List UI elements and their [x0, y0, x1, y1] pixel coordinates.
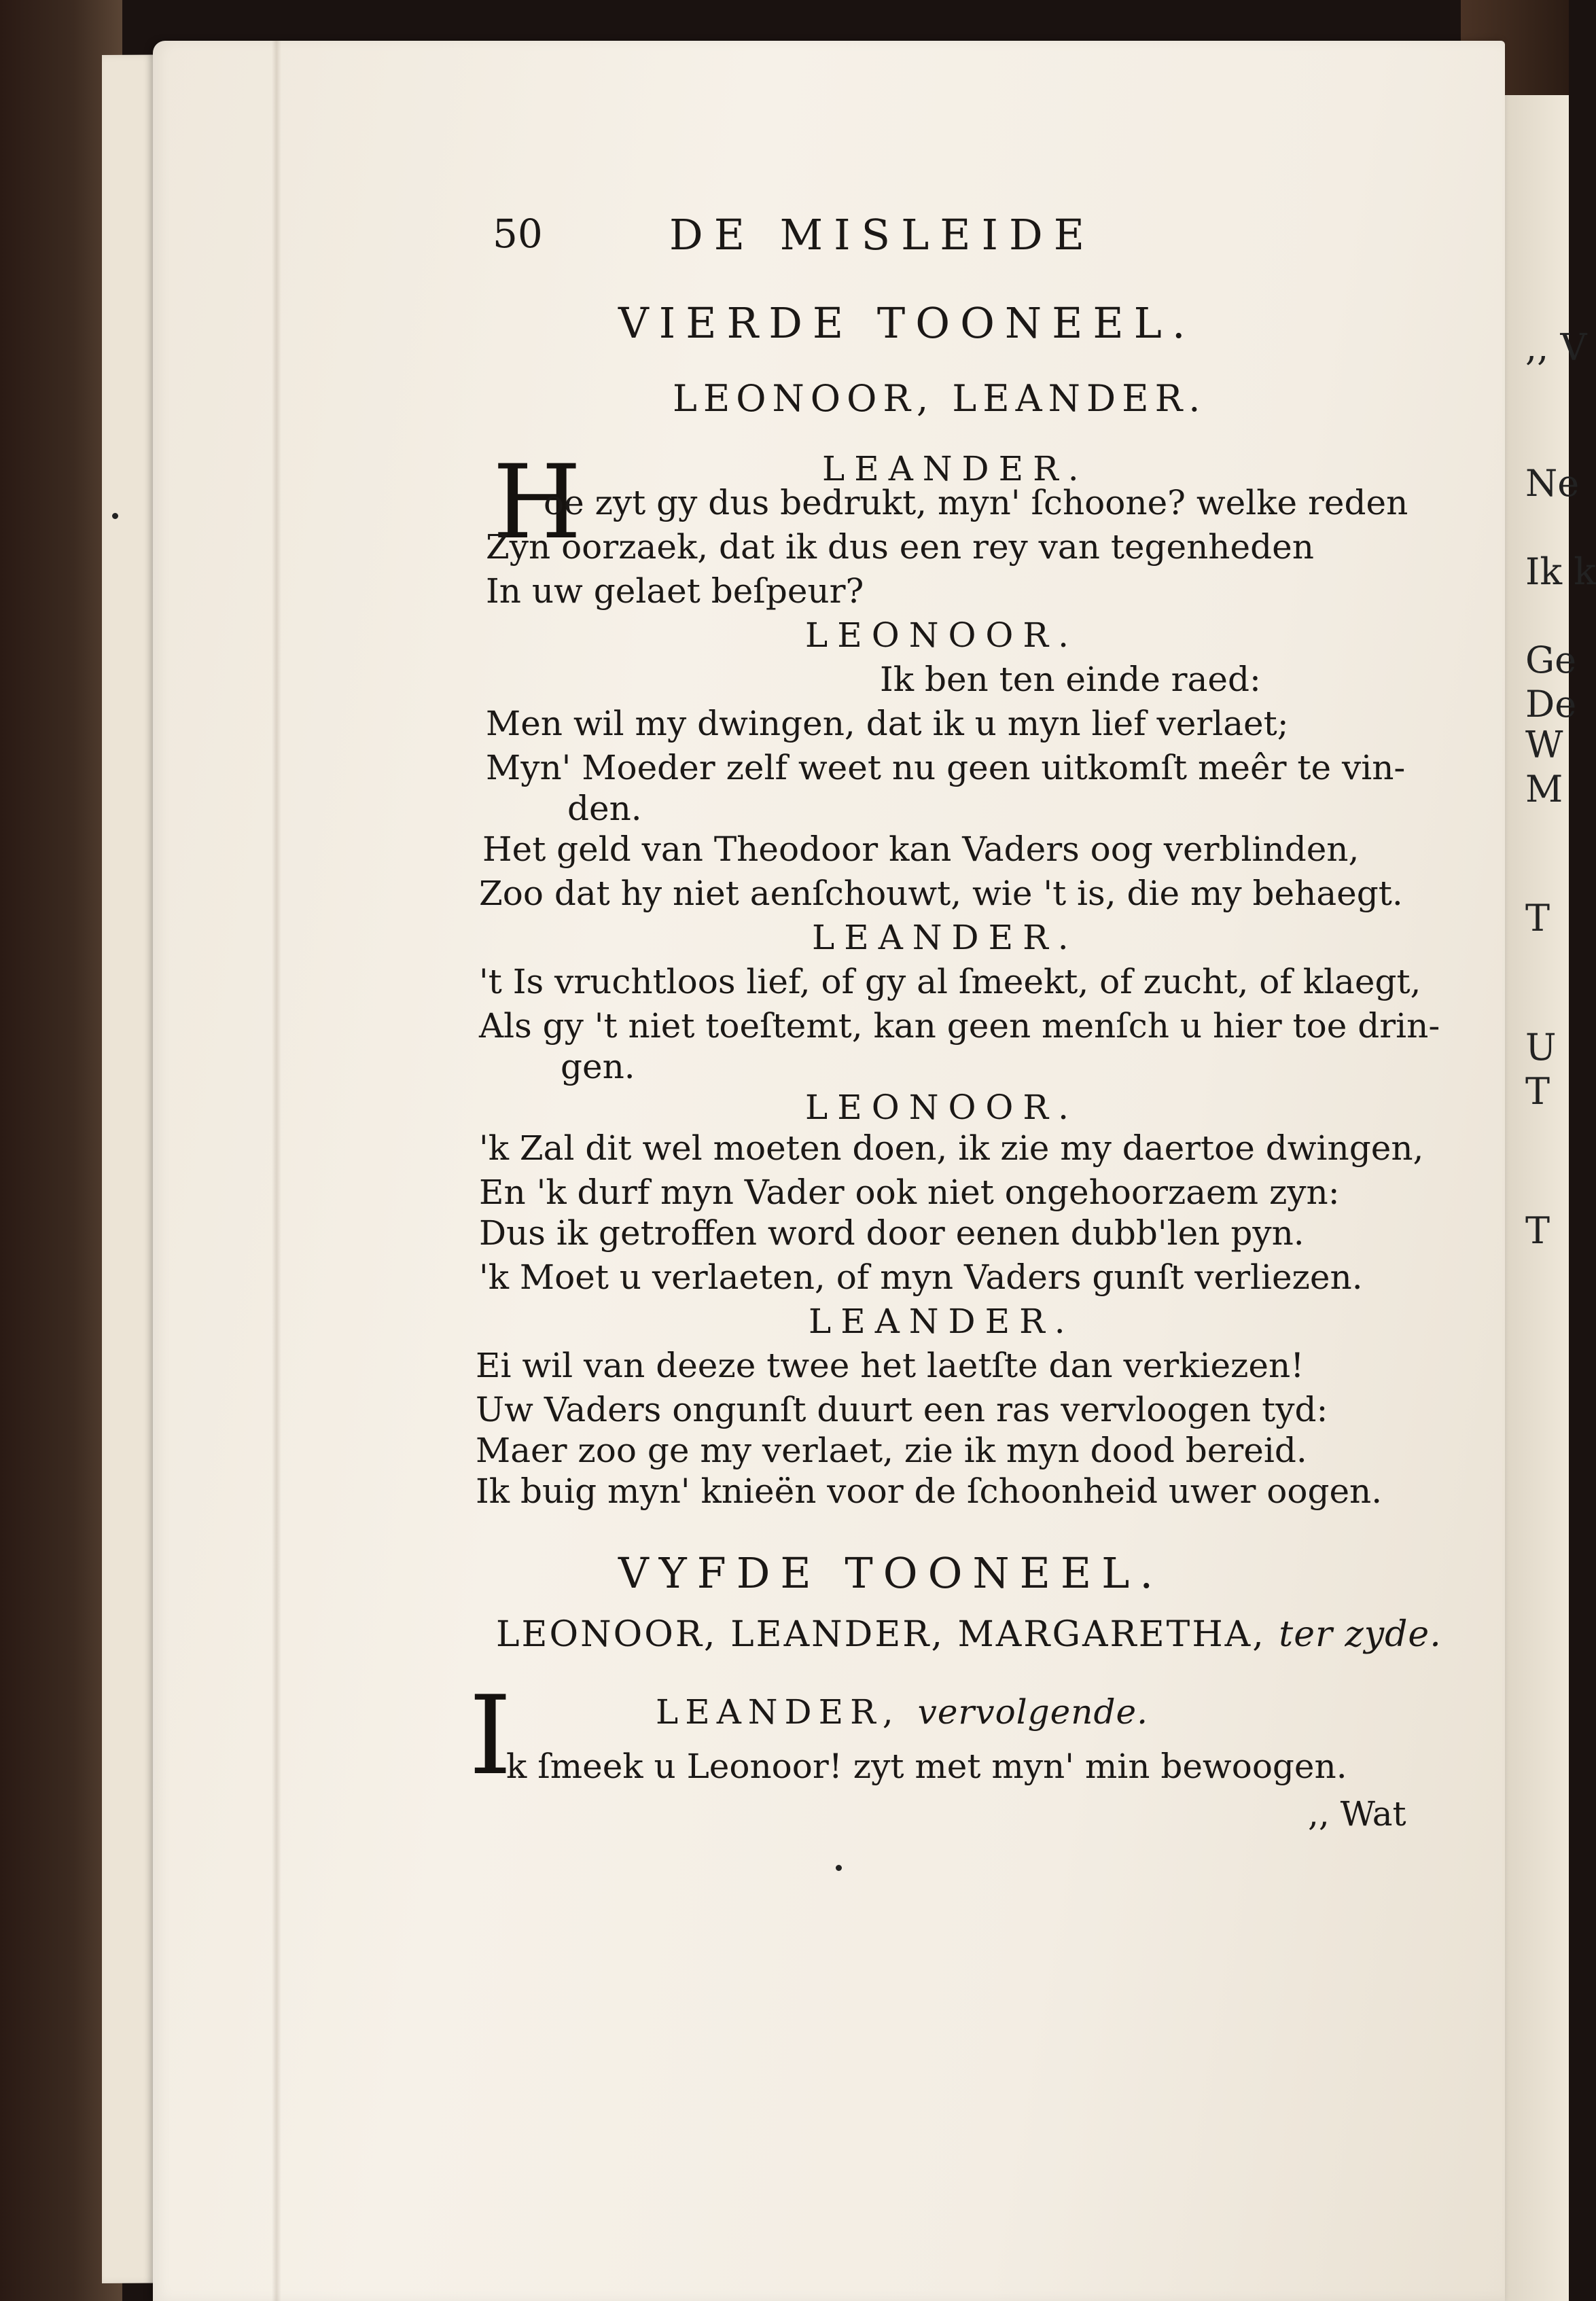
verse-line: Ei wil van deeze twee het laetſte dan verkiezen!: [476, 1346, 1305, 1385]
speaker-heading: [656, 1692, 1148, 1732]
verse-line: den.: [567, 789, 642, 828]
stage-direction: ter zyde.: [1279, 1614, 1442, 1655]
page-fold: [272, 41, 281, 2301]
verse-line: 'k Zal dit wel moeten doen, ik zie my daertoe dwingen,: [479, 1128, 1424, 1168]
ink-speck: [112, 513, 118, 519]
speaker-heading: LEONOOR.: [805, 616, 1078, 655]
scene-characters: LEONOOR, LEANDER.: [673, 377, 1207, 420]
facing-page-fragment: Ge: [1525, 639, 1577, 681]
verse-line: Maer zoo ge my verlaet, zie ik myn dood bereid.: [476, 1431, 1307, 1470]
scene-characters-names: LEONOOR, LEANDER, MARGARETHA,: [496, 1614, 1266, 1655]
facing-page-fragment: Ne: [1525, 462, 1580, 505]
verse-line: Men wil my dwingen, dat ik u myn lief verlaet;: [486, 704, 1289, 743]
facing-page-fragment: ,, V: [1525, 326, 1587, 369]
scene-characters: [496, 1614, 1442, 1655]
scene-title: VIERDE TOONEEL.: [618, 298, 1196, 348]
verse-line: Zyn oorzaek, dat ik dus een rey van tegenheden: [486, 527, 1314, 567]
verse-line: Ik ben ten einde raed:: [880, 660, 1261, 699]
verse-line: 'k Moet u verlaeten, of myn Vaders gunſt verliezen.: [479, 1257, 1363, 1297]
running-head: DE MISLEIDE: [669, 210, 1096, 260]
verse-line: Het geld van Theodoor kan Vaders oog verblinden,: [482, 830, 1360, 869]
facing-page-fragment: T: [1525, 1209, 1550, 1252]
drop-cap: H: [493, 444, 582, 562]
facing-page-fragment: M: [1525, 768, 1563, 810]
verse-line: gen.: [561, 1047, 635, 1086]
ink-speck: [836, 1865, 842, 1871]
facing-page-fragment: T: [1525, 897, 1550, 940]
facing-page-fragment: T: [1525, 1070, 1550, 1113]
stage-direction: vervolgende.: [917, 1692, 1148, 1732]
verse-line: Dus ik getroffen word door eenen dubb'len pyn.: [479, 1213, 1305, 1253]
speaker-heading: LEONOOR.: [805, 1088, 1078, 1127]
verse-line: En 'k durf myn Vader ook niet ongehoorzaem zyn:: [479, 1173, 1340, 1212]
facing-page-fragment: De: [1525, 683, 1577, 726]
speaker-heading: LEANDER.: [809, 1302, 1075, 1341]
verse-line: k ſmeek u Leonoor! zyt met myn' min bewoogen.: [506, 1747, 1347, 1786]
scene-title: VYFDE TOONEEL.: [618, 1548, 1164, 1598]
catchword: ,, Wat: [1308, 1794, 1406, 1834]
verse-line: Als gy 't niet toeſtemt, kan geen menſch u hier toe drin-: [479, 1006, 1440, 1046]
page-number: 50: [493, 211, 543, 257]
verse-line: Zoo dat hy niet aenſchouwt, wie 't is, die my behaegt.: [479, 874, 1403, 913]
verse-line: 't Is vruchtloos lief, of gy al ſmeekt, of zucht, of klaegt,: [479, 962, 1421, 1001]
verse-line: Ik buig myn' knieën voor de ſchoonheid uwer oogen.: [476, 1471, 1383, 1511]
facing-page-fragment: W: [1525, 724, 1563, 766]
verse-line: oe zyt gy dus bedrukt, myn' ſchoone? welke reden: [544, 483, 1408, 522]
facing-page-fragment: Ik k: [1525, 550, 1596, 593]
verse-line: Myn' Moeder zelf weet nu geen uitkomſt meêr te vin-: [486, 748, 1406, 787]
verse-line: In uw gelaet beſpeur?: [486, 571, 864, 611]
drop-cap: I: [469, 1672, 512, 1799]
speaker-heading: LEANDER.: [822, 449, 1088, 488]
facing-page-fragment: U: [1525, 1026, 1557, 1069]
speaker-name: LEANDER,: [656, 1692, 900, 1732]
verse-line: Uw Vaders ongunſt duurt een ras vervloogen tyd:: [476, 1390, 1328, 1429]
speaker-heading: LEANDER.: [812, 918, 1078, 957]
